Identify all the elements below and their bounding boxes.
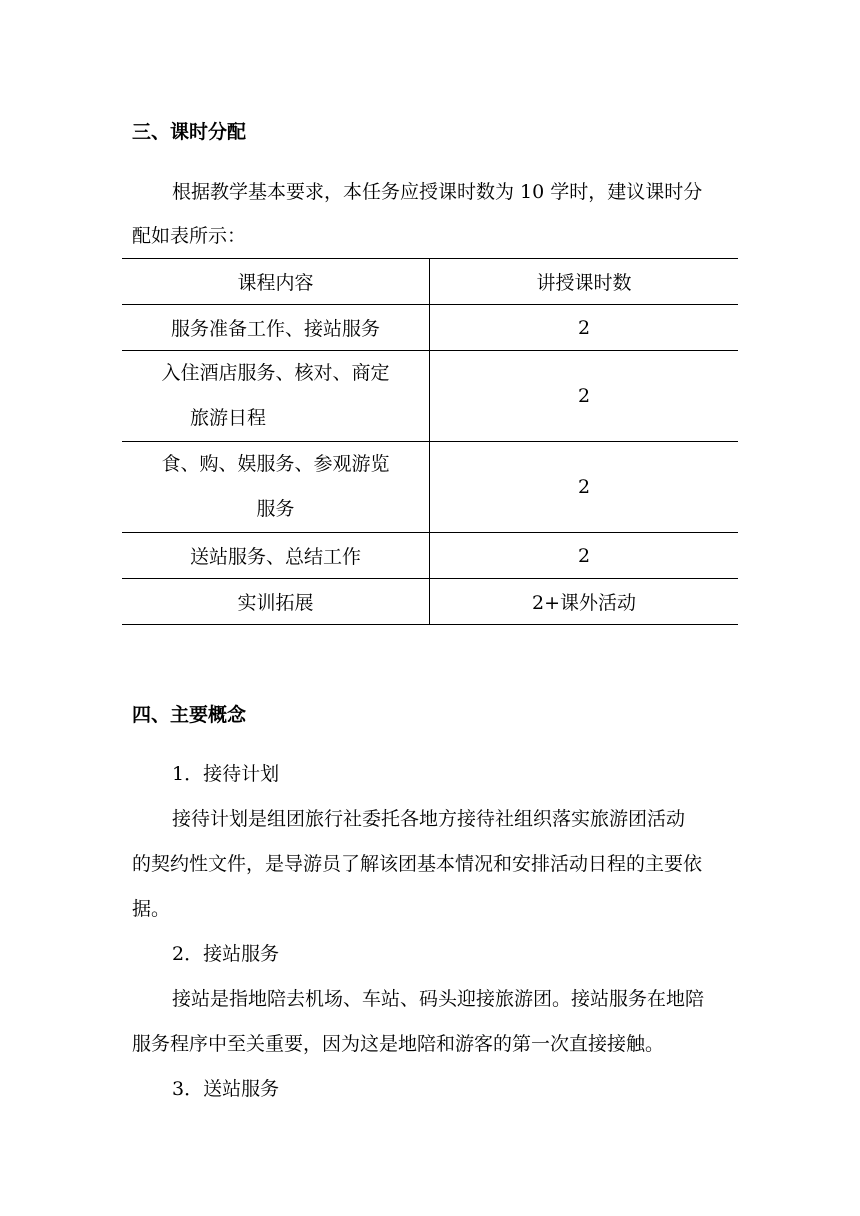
item-3-title: 3．送站服务 (172, 1078, 280, 1100)
section-3-heading: 三、课时分配 (132, 121, 247, 143)
item-2-line-1: 接站是指地陪去机场、车站、码头迎接旅游团。接站服务在地陪 (172, 988, 705, 1010)
item-2-title: 2．接站服务 (172, 943, 280, 965)
item-1-line-1: 接待计划是组团旅行社委托各地方接待社组织落实旅游团活动 (172, 808, 686, 830)
table-cell-content: 服务准备工作、接站服务 (122, 305, 430, 351)
item-1-line-2: 的契约性文件，是导游员了解该团基本情况和安排活动日程的主要依 (132, 853, 703, 875)
table-cell-content-line-2: 服务 (256, 498, 295, 520)
table-row (122, 533, 738, 579)
table-cell-hours: 2 (430, 351, 739, 442)
table-cell-content-line-2: 旅游日程 (189, 407, 266, 429)
table-cell-hours: 2+课外活动 (430, 579, 739, 625)
table-row (122, 442, 738, 533)
table-cell-hours: 2 (430, 305, 739, 351)
table-cell-content-line-1: 食、购、娱服务、参观游览 (161, 453, 390, 475)
table-cell-hours: 2 (430, 533, 739, 579)
table-row (122, 305, 738, 351)
table-header-content: 课程内容 (122, 259, 430, 305)
table-row (122, 351, 738, 442)
table-header-hours: 讲授课时数 (430, 259, 739, 305)
section-4-heading: 四、主要概念 (132, 704, 247, 726)
table-cell-content-line-1: 入住酒店服务、核对、商定 (161, 362, 390, 384)
table-cell-content (122, 442, 430, 533)
table-cell-hours: 2 (430, 442, 739, 533)
section-3-paragraph-line-2: 配如表所示： (132, 225, 247, 247)
table-header-row (122, 259, 738, 305)
item-1-title: 1．接待计划 (172, 763, 280, 785)
item-2-line-2: 服务程序中至关重要，因为这是地陪和游客的第一次直接接触。 (132, 1033, 665, 1055)
table-row (122, 579, 738, 625)
item-1-line-3: 据。 (132, 898, 171, 920)
class-hours-table (122, 258, 738, 625)
table-cell-content (122, 351, 430, 442)
table-cell-content: 实训拓展 (122, 579, 430, 625)
section-3-paragraph-line-1: 根据教学基本要求，本任务应授课时数为 10 学时，建议课时分 (172, 181, 703, 203)
table-cell-content: 送站服务、总结工作 (122, 533, 430, 579)
